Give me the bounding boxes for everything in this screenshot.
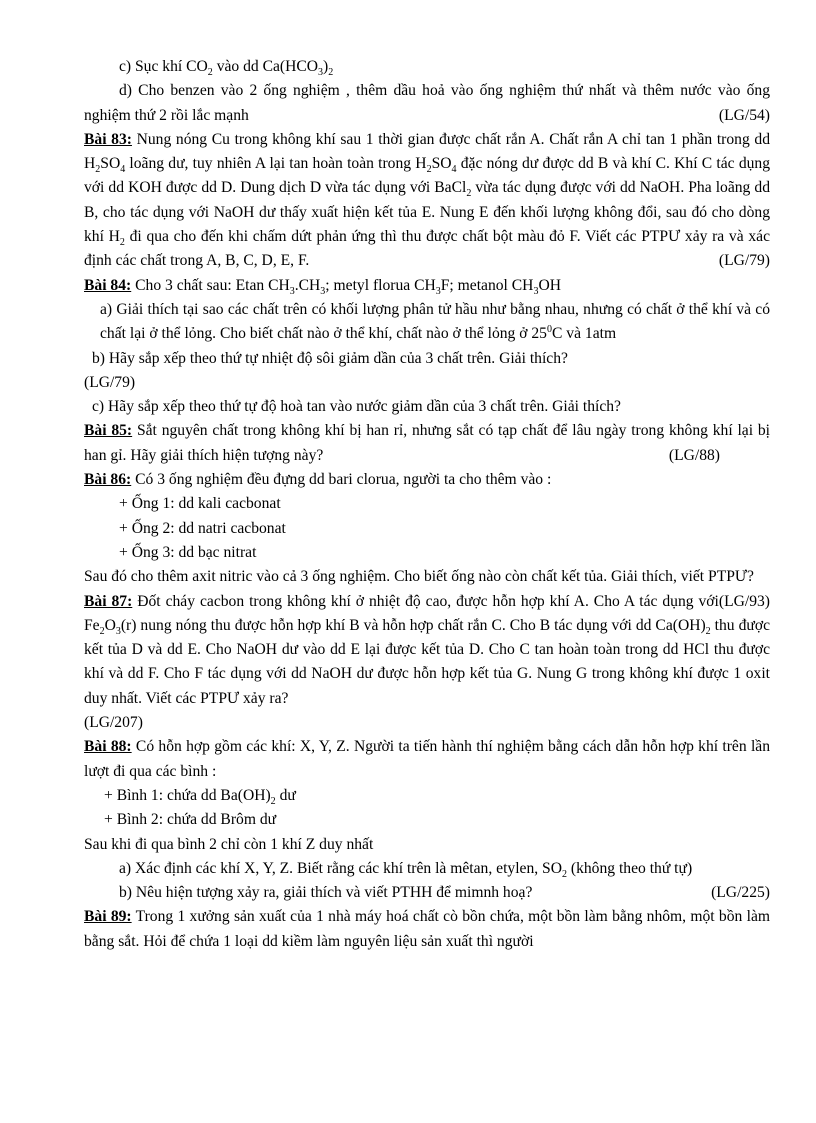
problem-86: Bài 86: Có 3 ống nghiệm đều đựng dd bari clorua, người ta cho thêm vào : <box>84 471 552 489</box>
problem-84: Bài 84: Cho 3 chất sau: Etan $CH_3.CH_3$; metyl florua $CH_3F$; metanol $CH_3OH$ <box>84 276 561 297</box>
flask-1: + Bình 1: chứa dd $Ba(OH)_2$ dư <box>104 786 296 808</box>
problem-84-b-ref: (LG/79) <box>84 373 136 391</box>
problem-84-b: b) Hãy sắp xếp theo thứ tự nhiệt độ sôi giảm dần của 3 chất trên. Giải thích? <box>92 349 568 367</box>
problem-88-a: a) Xác định các khí X, Y, Z. Biết rằng các khí trên là mêtan, etylen, $SO_2$ (không theo thứ tự) <box>119 859 693 880</box>
problem-89: Bài 89: Trong 1 xưởng sản xuất của 1 nhà máy hoá chất cò bồn chứa, một bồn làm bằng nhôm, một bồn làm bằng sắt. Hỏi để chứa 1 loại dd kiềm làm nguyên liệu sản xuất thì người <box>84 908 770 950</box>
item-d-benzen: d) Cho benzen vào 2 ống nghiệm , thêm dầu hoả vào ống nghiệm thứ nhất và thêm nước vào ống nghiệm thứ 2 rồi lắc mạnh (LG/54) <box>84 82 770 124</box>
problem-86-question: Sau đó cho thêm axit nitric vào cả 3 ống nghiệm. Cho biết ống nào còn chất kết tủa. Giải thích, viết PTPƯ? (LG/93) <box>84 568 770 610</box>
problem-87: Bài 87: Đốt cháy cacbon trong không khí ở nhiệt độ cao, được hỗn hợp khí A. Cho A tác dụng với $Fe_2O_3(r)$ nung nóng thu được hỗn hợp khí B và hỗn hợp chất rắn C. Cho B tác dụng với dd $Ca(OH)_2$ thu được kết tủa D và dd E. Cho NaOH dư vào dd E lại được kết tủa D. Cho C tan hoàn toàn trong dd HCl thu được khí và dd F. Cho F tác dụng với dd NaOH dư được hỗn hợp kết tủa G. Nung G trong không khí được 1 oxit duy nhất. Viết các PTPƯ xảy ra? <box>84 592 771 707</box>
flask-2: + Bình 2: chứa dd Brôm dư <box>104 811 277 829</box>
problem-87-ref: (LG/207) <box>84 714 143 732</box>
tube-1: + Ống 1: dd kali cacbonat <box>119 495 281 513</box>
problem-88-b: b) Nêu hiện tượng xảy ra, giải thích và viết PTHH để mimnh hoạ? (LG/225) <box>119 884 770 902</box>
tube-2: + Ống 2: dd natri cacbonat <box>119 519 286 537</box>
item-c-co2: c) Sục khí $CO_2$ vào dd $Ca(HCO_3)_2$ <box>119 58 334 79</box>
document-page <box>84 55 770 954</box>
problem-85: Bài 85: Sắt nguyên chất trong không khí bị han rỉ, nhưng sắt có tạp chất để lâu ngày trong không khí lại bị han gỉ. Hãy giải thích hiện tượng này? (LG/88) <box>84 422 771 464</box>
problem-88: Bài 88: Có hỗn hợp gồm các khí: X, Y, Z. Người ta tiến hành thí nghiệm bằng cách dẫn hỗn hợp khí trên lần lượt đi qua các bình : <box>84 738 770 780</box>
problem-84-a: a) Giải thích tại sao các chất trên có khối lượng phân tử hầu như bằng nhau, nhưng có chất ở thể khí và có chất lại ở thể lỏng. Cho biết chất nào ở thể khí, chất nào ở thể lỏng ở $25^0C$ và 1atm <box>100 300 770 343</box>
problem-88-note: Sau khi đi qua bình 2 chỉ còn 1 khí Z duy nhất <box>84 835 374 853</box>
problem-84-c: c) Hãy sắp xếp theo thứ tự độ hoà tan vào nước giảm dần của 3 chất trên. Giải thích? <box>92 398 621 416</box>
problem-83: Bài 83: Nung nóng Cu trong không khí sau 1 thời gian được chất rắn A. Chất rắn A chỉ tan 1 phần trong dd $H_2SO_4$ loãng dư, tuy nhiên A lại tan hoàn toàn trong $H_2SO_4$ đặc nóng dư được dd B và khí C. Khí C tác dụng với dd KOH được dd D. Dung dịch D vừa tác dụng với BaCl$_2$ vừa tác dụng được với dd NaOH. Pha loãng dd B, cho tác dụng với NaOH dư thấy xuất hiện kết tủa E. Nung E đến khối lượng không đổi, sau đó cho dòng khí $H_2$ đi qua cho đến khi chấm dứt phản ứng thì thu được chất bột màu đỏ F. Viết các PTPƯ xảy ra và xác định các chất trong A, B, C, D, E, F. (LG/79) <box>84 130 771 270</box>
tube-3: + Ống 3: dd bạc nitrat <box>119 543 257 561</box>
